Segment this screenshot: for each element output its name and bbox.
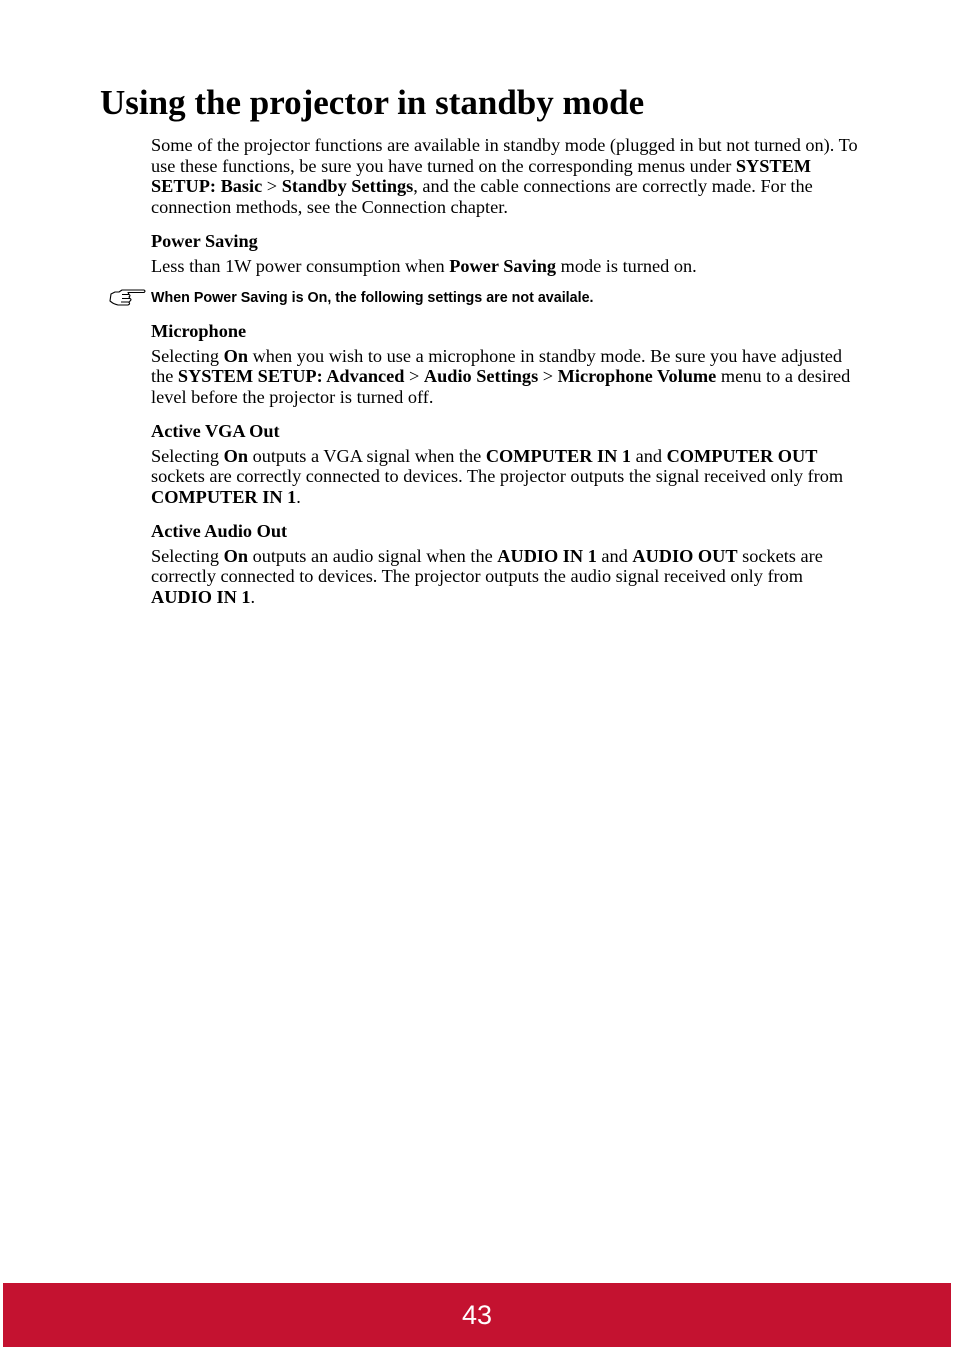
- footer-bar: [3, 1283, 951, 1347]
- main-content: [151, 135, 866, 621]
- note: [151, 287, 866, 309]
- power-saving-heading: Power Saving: [151, 231, 258, 251]
- page-number: 43: [461, 1300, 493, 1330]
- power-saving-text: Less than 1W power consumption when Power Saving mode is turned on.: [151, 255, 697, 276]
- active-audio-out-text: Selecting On outputs an audio signal when the AUDIO IN 1 and AUDIO OUT sockets are correctly connected to devices. The projector outputs the audio signal received only from AUDIO IN 1.: [151, 545, 823, 607]
- pointing-hand-icon: [109, 287, 147, 307]
- active-vga-out-text: Selecting On outputs a VGA signal when the COMPUTER IN 1 and COMPUTER OUT sockets are correctly connected to devices. The projector outputs the signal received only from COMPUTER IN 1.: [151, 445, 844, 507]
- microphone-text: Selecting On when you wish to use a microphone in standby mode. Be sure you have adjusted the SYSTEM SETUP: Advanced > Audio Settings > Microphone Volume menu to a desired level before the projector is turned off.: [151, 345, 851, 407]
- page-title: Using the projector in standby mode: [100, 83, 645, 122]
- active-vga-out-heading: Active VGA Out: [151, 421, 280, 441]
- active-audio-out-heading: Active Audio Out: [151, 521, 288, 541]
- microphone-heading: Microphone: [151, 321, 247, 341]
- intro-paragraph: Some of the projector functions are available in standby mode (plugged in but not turned on). To use these functions, be sure you have turned on the corresponding menus under SYSTEM SETUP: Basic > Standby Settings, and the cable connections are correctly made. For the connection methods, see the Connection chapter.: [151, 135, 858, 217]
- note-text: When Power Saving is On, the following settings are not availale.: [151, 290, 594, 306]
